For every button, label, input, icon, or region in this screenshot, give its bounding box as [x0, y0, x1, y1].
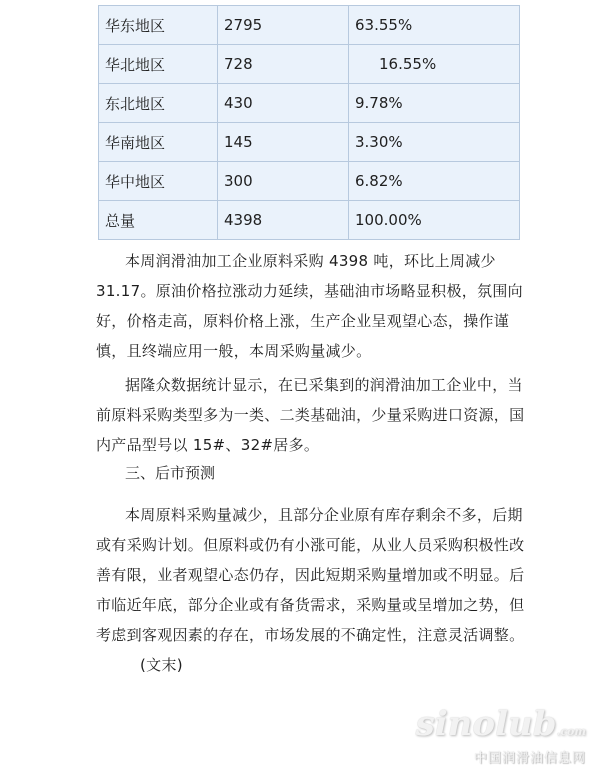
share-cell: 100.00%: [349, 201, 520, 240]
watermark-logo-text: sinolub: [415, 704, 557, 744]
region-cell: 华东地区: [99, 6, 218, 45]
share-cell: 9.78%: [349, 84, 520, 123]
region-cell: 华中地区: [99, 162, 218, 201]
end-note: (文末): [140, 656, 183, 674]
region-cell: 华北地区: [99, 45, 218, 84]
share-cell: 63.55%: [349, 6, 520, 45]
paragraph-outlook: [96, 500, 526, 680]
watermark-site-name: 中国润滑油信息网: [473, 751, 586, 766]
section-heading: 三、后市预测: [125, 464, 216, 482]
table-row: [99, 123, 520, 162]
paragraph-outlook-text: 本周原料采购量减少，且部分企业原有库存剩余不多，后期或有采购计划。但原料或仍有小涨可能，从业人员采购积极性改善有限，业者观望心态仍存，因此短期采购量增加或不明显。后市临近年底，部分企业或有备货需求，采购量或呈增加之势，但考虑到客观因素的存在，市场发展的不确定性，注意灵活调整。: [96, 506, 525, 644]
paragraph-data-statistics: 据隆众数据统计显示，在已采集到的润滑油加工企业中，当前原料采购类型多为一类、二类基础油，少量采购进口资源，国内产品型号以 15#、32#居多。: [96, 376, 525, 454]
region-purchase-table: [98, 5, 520, 240]
region-cell: 东北地区: [99, 84, 218, 123]
table-row: [99, 84, 520, 123]
volume-cell: 2795: [218, 6, 349, 45]
share-cell: 6.82%: [349, 162, 520, 201]
share-cell: 3.30%: [349, 123, 520, 162]
table-row: [99, 45, 520, 84]
volume-cell: 728: [218, 45, 349, 84]
table-row: [99, 162, 520, 201]
volume-cell: 430: [218, 84, 349, 123]
region-cell: 总量: [99, 201, 218, 240]
watermark-logo-suffix: .com: [556, 725, 586, 738]
paragraph-weekly-purchase: 本周润滑油加工企业原料采购 4398 吨，环比上周减少 31.17。原油价格拉涨动力延续，基础油市场略显积极，氛围向好，价格走高，原料价格上涨，生产企业呈观望心态，操作谨慎，且终端应用一般，本周采购量减少。: [96, 252, 523, 360]
share-cell: 16.55%: [349, 45, 520, 84]
watermark-logo: [416, 704, 586, 744]
table-row: [99, 6, 520, 45]
table-row: [99, 201, 520, 240]
region-cell: 华南地区: [99, 123, 218, 162]
volume-cell: 300: [218, 162, 349, 201]
volume-cell: 4398: [218, 201, 349, 240]
volume-cell: 145: [218, 123, 349, 162]
site-watermark: [415, 704, 592, 776]
